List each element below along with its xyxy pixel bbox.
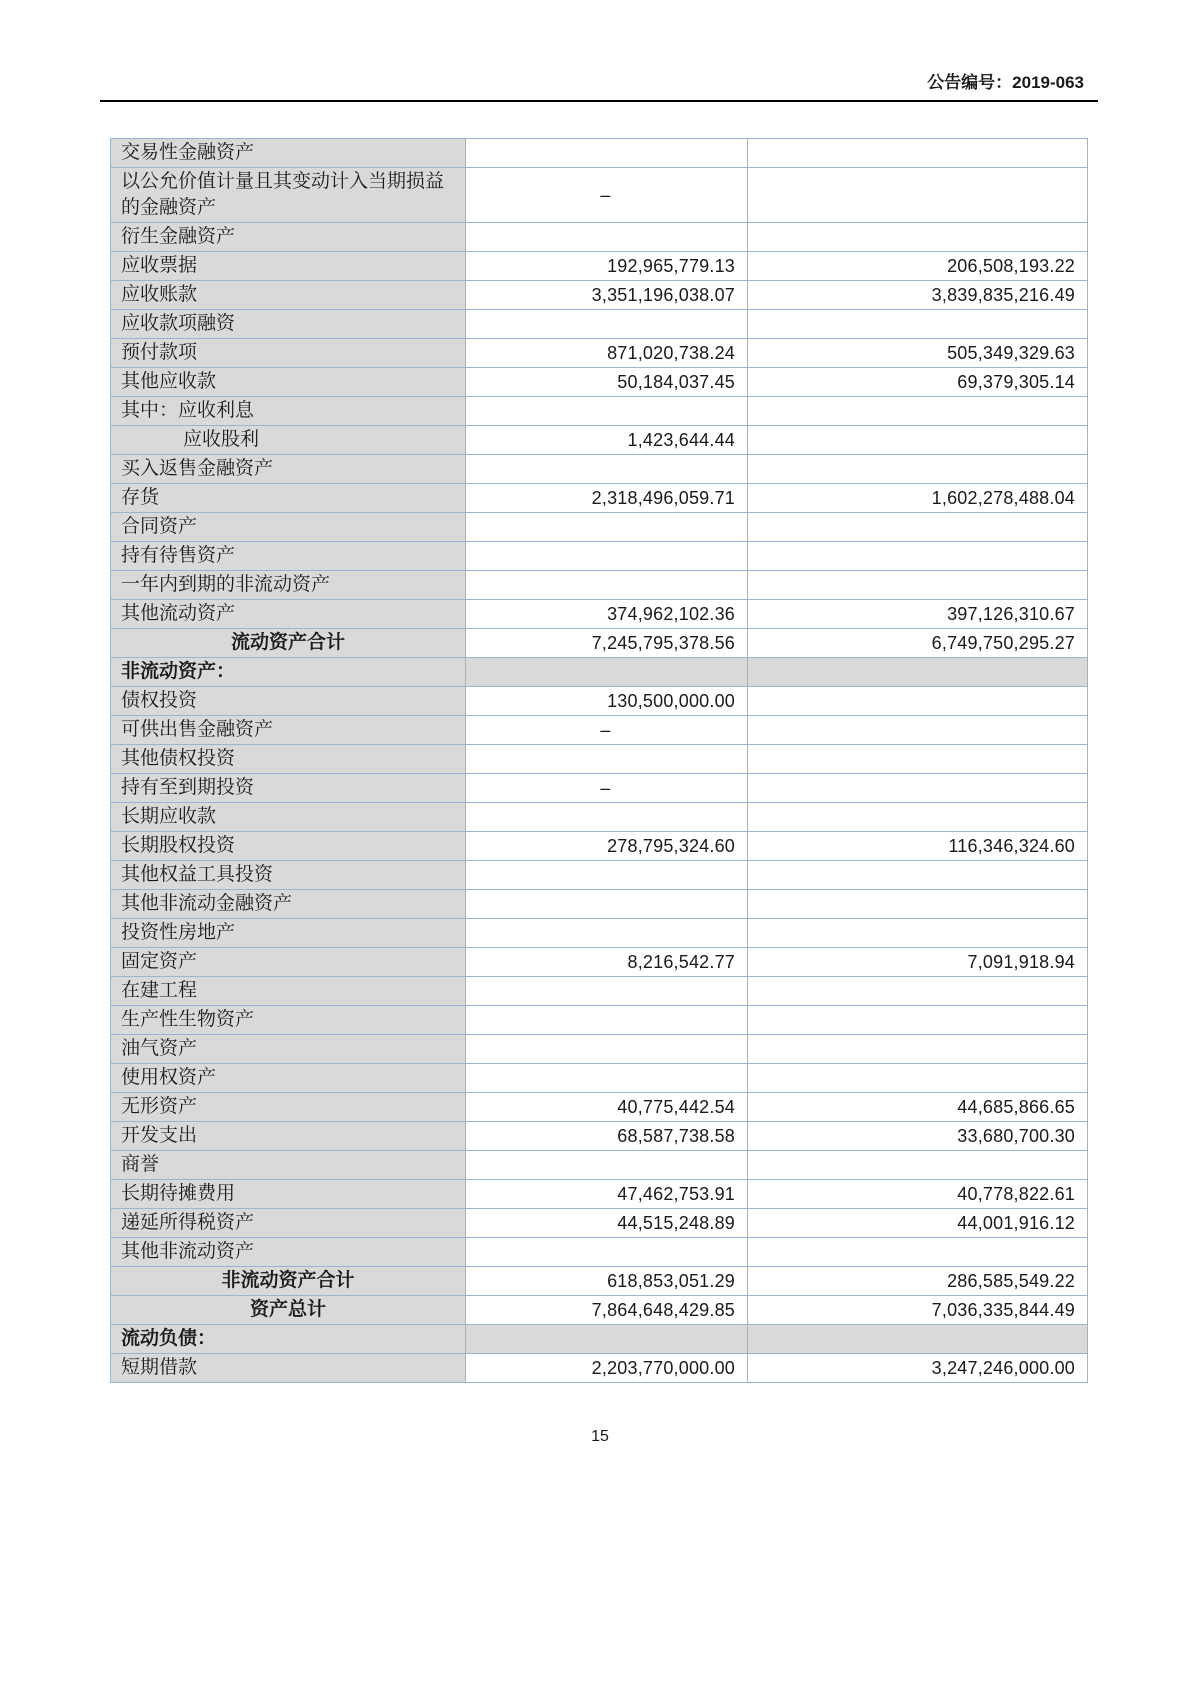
row-label: 投资性房地产 bbox=[111, 919, 466, 948]
table-row bbox=[111, 168, 1088, 223]
value-column-2-cell bbox=[748, 745, 1088, 774]
table-row bbox=[111, 803, 1088, 832]
value-column-2-cell bbox=[748, 716, 1088, 745]
row-label: 短期借款 bbox=[111, 1354, 466, 1383]
value-column-1-cell: 44,515,248.89 bbox=[466, 1209, 748, 1238]
row-label: 应收票据 bbox=[111, 252, 466, 281]
total-row bbox=[111, 1267, 1088, 1296]
value-column-1-cell bbox=[466, 919, 748, 948]
value-column-1-cell: 7,864,648,429.85 bbox=[466, 1296, 748, 1325]
row-label: 生产性生物资产 bbox=[111, 1006, 466, 1035]
table-row bbox=[111, 1151, 1088, 1180]
announcement-number-header bbox=[100, 72, 1098, 102]
row-label: 交易性金融资产 bbox=[111, 139, 466, 168]
value-column-1-cell bbox=[466, 1325, 748, 1354]
value-column-1-cell bbox=[466, 397, 748, 426]
row-label: 应收账款 bbox=[111, 281, 466, 310]
value-column-2-cell bbox=[748, 168, 1088, 223]
row-label: 固定资产 bbox=[111, 948, 466, 977]
total-row bbox=[111, 1296, 1088, 1325]
row-label: 长期待摊费用 bbox=[111, 1180, 466, 1209]
value-column-2-cell: 7,091,918.94 bbox=[748, 948, 1088, 977]
row-label: 持有待售资产 bbox=[111, 542, 466, 571]
value-column-2-cell bbox=[748, 310, 1088, 339]
value-column-1-cell bbox=[466, 803, 748, 832]
row-label: 递延所得税资产 bbox=[111, 1209, 466, 1238]
value-column-2-cell: 7,036,335,844.49 bbox=[748, 1296, 1088, 1325]
row-label: 可供出售金融资产 bbox=[111, 716, 466, 745]
row-label: 非流动资产： bbox=[111, 658, 466, 687]
table-row bbox=[111, 1122, 1088, 1151]
value-column-2-cell: 397,126,310.67 bbox=[748, 600, 1088, 629]
value-column-1-cell bbox=[466, 1006, 748, 1035]
value-column-1-cell bbox=[466, 1151, 748, 1180]
table-row bbox=[111, 948, 1088, 977]
value-column-2-cell bbox=[748, 571, 1088, 600]
page-footer bbox=[0, 1428, 1200, 1446]
row-label: 其他流动资产 bbox=[111, 600, 466, 629]
table-row bbox=[111, 542, 1088, 571]
value-column-2-cell: 286,585,549.22 bbox=[748, 1267, 1088, 1296]
value-column-1-cell bbox=[466, 139, 748, 168]
value-column-2-cell bbox=[748, 1238, 1088, 1267]
value-column-1-cell bbox=[466, 223, 748, 252]
balance-sheet-table bbox=[110, 138, 1088, 1383]
value-column-1-cell: 68,587,738.58 bbox=[466, 1122, 748, 1151]
value-column-1-cell: 7,245,795,378.56 bbox=[466, 629, 748, 658]
value-column-1-cell: 2,203,770,000.00 bbox=[466, 1354, 748, 1383]
value-column-1-cell: 50,184,037.45 bbox=[466, 368, 748, 397]
value-column-2-cell: 33,680,700.30 bbox=[748, 1122, 1088, 1151]
value-column-1-cell: 3,351,196,038.07 bbox=[466, 281, 748, 310]
table-row bbox=[111, 890, 1088, 919]
value-column-1-cell bbox=[466, 542, 748, 571]
value-column-2-cell: 44,685,866.65 bbox=[748, 1093, 1088, 1122]
row-label: 预付款项 bbox=[111, 339, 466, 368]
row-label: 其中：应收利息 bbox=[111, 397, 466, 426]
row-label: 以公允价值计量且其变动计入当期损益的金融资产 bbox=[111, 168, 466, 223]
table-row bbox=[111, 687, 1088, 716]
value-column-2-cell bbox=[748, 919, 1088, 948]
value-column-2-cell bbox=[748, 1006, 1088, 1035]
table-row bbox=[111, 1238, 1088, 1267]
table-row bbox=[111, 484, 1088, 513]
row-label: 债权投资 bbox=[111, 687, 466, 716]
announcement-number: 公告编号：2019-063 bbox=[927, 73, 1084, 92]
value-column-1-cell: – bbox=[466, 168, 748, 223]
row-label: 存货 bbox=[111, 484, 466, 513]
value-column-1-cell: 1,423,644.44 bbox=[466, 426, 748, 455]
value-column-1-cell: 618,853,051.29 bbox=[466, 1267, 748, 1296]
value-column-2-cell bbox=[748, 455, 1088, 484]
section-header-row bbox=[111, 1325, 1088, 1354]
row-label: 应收款项融资 bbox=[111, 310, 466, 339]
balance-sheet-body bbox=[111, 139, 1088, 1383]
row-label: 其他应收款 bbox=[111, 368, 466, 397]
table-row bbox=[111, 281, 1088, 310]
value-column-2-cell bbox=[748, 890, 1088, 919]
value-column-2-cell: 44,001,916.12 bbox=[748, 1209, 1088, 1238]
value-column-2-cell: 206,508,193.22 bbox=[748, 252, 1088, 281]
row-label: 持有至到期投资 bbox=[111, 774, 466, 803]
value-column-2-cell bbox=[748, 513, 1088, 542]
row-label: 无形资产 bbox=[111, 1093, 466, 1122]
table-row bbox=[111, 977, 1088, 1006]
value-column-2-cell bbox=[748, 803, 1088, 832]
value-column-1-cell: 374,962,102.36 bbox=[466, 600, 748, 629]
table-row bbox=[111, 1006, 1088, 1035]
value-column-1-cell: 8,216,542.77 bbox=[466, 948, 748, 977]
row-label: 应收股利 bbox=[111, 426, 466, 455]
value-column-2-cell bbox=[748, 658, 1088, 687]
value-column-1-cell: 130,500,000.00 bbox=[466, 687, 748, 716]
row-label: 长期股权投资 bbox=[111, 832, 466, 861]
row-label: 其他债权投资 bbox=[111, 745, 466, 774]
value-column-1-cell: 278,795,324.60 bbox=[466, 832, 748, 861]
page-number: 15 bbox=[591, 1428, 609, 1445]
table-row bbox=[111, 571, 1088, 600]
table-row bbox=[111, 1354, 1088, 1383]
value-column-2-cell bbox=[748, 861, 1088, 890]
row-label: 使用权资产 bbox=[111, 1064, 466, 1093]
table-row bbox=[111, 861, 1088, 890]
row-label: 长期应收款 bbox=[111, 803, 466, 832]
value-column-2-cell: 1,602,278,488.04 bbox=[748, 484, 1088, 513]
value-column-1-cell bbox=[466, 890, 748, 919]
table-row bbox=[111, 600, 1088, 629]
row-label: 非流动资产合计 bbox=[111, 1267, 466, 1296]
table-row bbox=[111, 310, 1088, 339]
value-column-1-cell: 192,965,779.13 bbox=[466, 252, 748, 281]
value-column-2-cell bbox=[748, 223, 1088, 252]
value-column-2-cell bbox=[748, 1151, 1088, 1180]
value-column-2-cell bbox=[748, 1064, 1088, 1093]
value-column-2-cell bbox=[748, 977, 1088, 1006]
table-row bbox=[111, 223, 1088, 252]
value-column-1-cell bbox=[466, 1035, 748, 1064]
table-row bbox=[111, 368, 1088, 397]
table-row bbox=[111, 745, 1088, 774]
total-row bbox=[111, 629, 1088, 658]
table-row bbox=[111, 397, 1088, 426]
value-column-1-cell bbox=[466, 745, 748, 774]
value-column-2-cell bbox=[748, 1325, 1088, 1354]
value-column-1-cell bbox=[466, 310, 748, 339]
value-column-1-cell: – bbox=[466, 716, 748, 745]
value-column-2-cell bbox=[748, 139, 1088, 168]
value-column-2-cell bbox=[748, 687, 1088, 716]
table-row bbox=[111, 426, 1088, 455]
value-column-1-cell bbox=[466, 513, 748, 542]
value-column-1-cell: 40,775,442.54 bbox=[466, 1093, 748, 1122]
row-label: 其他非流动金融资产 bbox=[111, 890, 466, 919]
row-label: 其他权益工具投资 bbox=[111, 861, 466, 890]
value-column-2-cell bbox=[748, 542, 1088, 571]
table-row bbox=[111, 1209, 1088, 1238]
value-column-1-cell: – bbox=[466, 774, 748, 803]
value-column-2-cell bbox=[748, 426, 1088, 455]
table-row bbox=[111, 139, 1088, 168]
value-column-2-cell: 40,778,822.61 bbox=[748, 1180, 1088, 1209]
table-row bbox=[111, 339, 1088, 368]
value-column-1-cell: 2,318,496,059.71 bbox=[466, 484, 748, 513]
value-column-2-cell: 116,346,324.60 bbox=[748, 832, 1088, 861]
value-column-1-cell bbox=[466, 571, 748, 600]
value-column-2-cell: 6,749,750,295.27 bbox=[748, 629, 1088, 658]
table-row bbox=[111, 513, 1088, 542]
row-label: 开发支出 bbox=[111, 1122, 466, 1151]
row-label: 一年内到期的非流动资产 bbox=[111, 571, 466, 600]
row-label: 流动负债： bbox=[111, 1325, 466, 1354]
value-column-1-cell bbox=[466, 658, 748, 687]
value-column-1-cell: 47,462,753.91 bbox=[466, 1180, 748, 1209]
row-label: 合同资产 bbox=[111, 513, 466, 542]
value-column-2-cell bbox=[748, 1035, 1088, 1064]
value-column-2-cell bbox=[748, 397, 1088, 426]
value-column-1-cell bbox=[466, 977, 748, 1006]
row-label: 资产总计 bbox=[111, 1296, 466, 1325]
table-row bbox=[111, 774, 1088, 803]
table-row bbox=[111, 919, 1088, 948]
value-column-2-cell: 3,839,835,216.49 bbox=[748, 281, 1088, 310]
table-row bbox=[111, 1035, 1088, 1064]
row-label: 流动资产合计 bbox=[111, 629, 466, 658]
value-column-1-cell: 871,020,738.24 bbox=[466, 339, 748, 368]
table-row bbox=[111, 832, 1088, 861]
table-row bbox=[111, 252, 1088, 281]
row-label: 衍生金融资产 bbox=[111, 223, 466, 252]
value-column-2-cell bbox=[748, 774, 1088, 803]
value-column-1-cell bbox=[466, 1064, 748, 1093]
value-column-1-cell bbox=[466, 861, 748, 890]
section-header-row bbox=[111, 658, 1088, 687]
row-label: 油气资产 bbox=[111, 1035, 466, 1064]
table-row bbox=[111, 1064, 1088, 1093]
row-label: 其他非流动资产 bbox=[111, 1238, 466, 1267]
value-column-1-cell bbox=[466, 455, 748, 484]
value-column-2-cell: 505,349,329.63 bbox=[748, 339, 1088, 368]
table-row bbox=[111, 716, 1088, 745]
table-row bbox=[111, 455, 1088, 484]
table-row bbox=[111, 1093, 1088, 1122]
table-row bbox=[111, 1180, 1088, 1209]
value-column-1-cell bbox=[466, 1238, 748, 1267]
value-column-2-cell: 3,247,246,000.00 bbox=[748, 1354, 1088, 1383]
value-column-2-cell: 69,379,305.14 bbox=[748, 368, 1088, 397]
row-label: 在建工程 bbox=[111, 977, 466, 1006]
row-label: 商誉 bbox=[111, 1151, 466, 1180]
row-label: 买入返售金融资产 bbox=[111, 455, 466, 484]
